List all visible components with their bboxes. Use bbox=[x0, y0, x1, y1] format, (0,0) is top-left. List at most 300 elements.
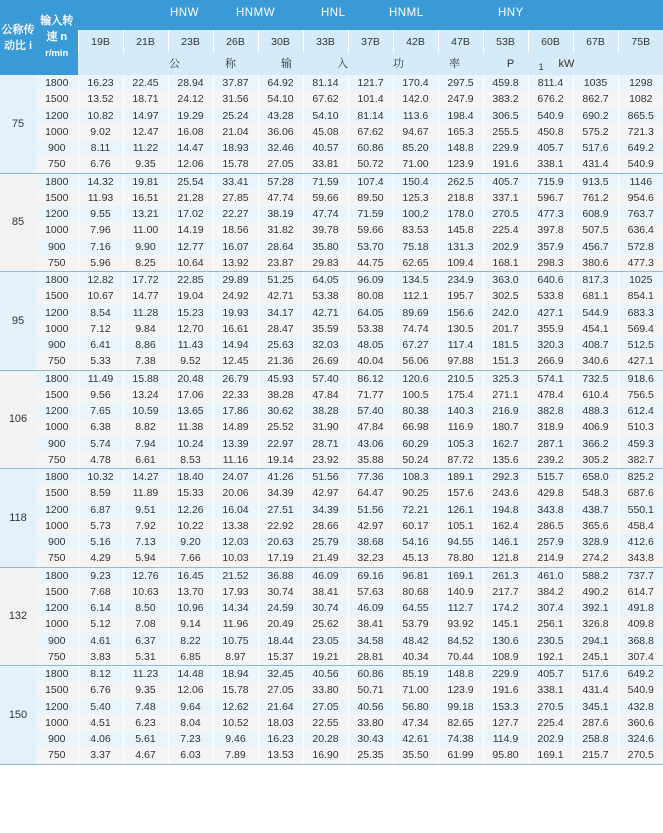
power-value-cell: 80.38 bbox=[393, 403, 438, 419]
speed-cell: 1200 bbox=[36, 108, 78, 124]
power-value-cell: 4.61 bbox=[78, 633, 123, 649]
power-value-cell: 151.3 bbox=[483, 353, 528, 370]
power-value-cell: 8.25 bbox=[123, 255, 168, 272]
power-value-cell: 7.08 bbox=[123, 616, 168, 632]
power-value-cell: 14.97 bbox=[123, 108, 168, 124]
power-value-cell: 454.1 bbox=[573, 321, 618, 337]
power-value-cell: 34.39 bbox=[258, 485, 303, 501]
power-value-cell: 21.52 bbox=[213, 567, 258, 584]
power-value-cell: 202.9 bbox=[528, 731, 573, 747]
speed-cell: 1000 bbox=[36, 321, 78, 337]
power-value-cell: 225.4 bbox=[528, 715, 573, 731]
power-value-cell: 8.54 bbox=[78, 305, 123, 321]
power-value-cell: 10.22 bbox=[168, 518, 213, 534]
table-row bbox=[0, 75, 663, 91]
ratio-label: 公称传动比 i bbox=[1, 23, 35, 52]
power-value-cell: 540.9 bbox=[528, 108, 573, 124]
table-row bbox=[0, 305, 663, 321]
power-value-cell: 15.78 bbox=[213, 156, 258, 173]
power-value-cell: 507.5 bbox=[573, 222, 618, 238]
power-value-cell: 64.05 bbox=[348, 305, 393, 321]
power-value-cell: 174.2 bbox=[483, 600, 528, 616]
power-value-cell: 191.6 bbox=[483, 156, 528, 173]
power-value-cell: 64.55 bbox=[393, 600, 438, 616]
power-value-cell: 22.55 bbox=[303, 715, 348, 731]
speed-cell: 1500 bbox=[36, 584, 78, 600]
power-value-cell: 175.4 bbox=[438, 387, 483, 403]
power-value-cell: 230.5 bbox=[528, 633, 573, 649]
table-row bbox=[0, 403, 663, 419]
power-value-cell: 72.21 bbox=[393, 502, 438, 518]
power-value-cell: 261.3 bbox=[483, 567, 528, 584]
power-value-cell: 683.3 bbox=[618, 305, 663, 321]
power-value-cell: 22.97 bbox=[258, 436, 303, 452]
power-value-cell: 681.1 bbox=[573, 288, 618, 304]
power-value-cell: 27.05 bbox=[258, 156, 303, 173]
power-value-cell: 24.07 bbox=[213, 469, 258, 486]
power-value-cell: 817.3 bbox=[573, 272, 618, 289]
power-value-cell: 357.9 bbox=[528, 239, 573, 255]
power-value-cell: 11.38 bbox=[168, 419, 213, 435]
power-value-cell: 10.59 bbox=[123, 403, 168, 419]
power-value-cell: 22.33 bbox=[213, 387, 258, 403]
size-code-cell: 47B bbox=[438, 30, 483, 53]
power-word: 称 bbox=[225, 58, 236, 71]
power-value-cell: 427.1 bbox=[528, 305, 573, 321]
table-row bbox=[0, 715, 663, 731]
power-word: 入 bbox=[337, 58, 348, 71]
table-body bbox=[0, 75, 663, 764]
power-value-cell: 6.23 bbox=[123, 715, 168, 731]
power-value-cell: 247.9 bbox=[438, 91, 483, 107]
table-row bbox=[0, 91, 663, 107]
power-value-cell: 47.34 bbox=[393, 715, 438, 731]
power-value-cell: 550.1 bbox=[618, 502, 663, 518]
power-value-cell: 5.73 bbox=[78, 518, 123, 534]
speed-cell: 1800 bbox=[36, 75, 78, 91]
power-value-cell: 70.44 bbox=[438, 649, 483, 666]
power-value-cell: 40.34 bbox=[393, 649, 438, 666]
power-value-cell: 30.74 bbox=[258, 584, 303, 600]
ratio-cell: 95 bbox=[0, 272, 36, 371]
power-value-cell: 33.81 bbox=[303, 156, 348, 173]
power-unit: kW bbox=[558, 58, 575, 71]
power-value-cell: 9.35 bbox=[123, 682, 168, 698]
power-value-cell: 169.1 bbox=[438, 567, 483, 584]
power-value-cell: 35.50 bbox=[393, 747, 438, 764]
power-value-cell: 338.1 bbox=[528, 682, 573, 698]
power-value-cell: 392.1 bbox=[573, 600, 618, 616]
power-value-cell: 383.2 bbox=[483, 91, 528, 107]
product-family-header bbox=[78, 0, 663, 30]
power-value-cell: 47.74 bbox=[258, 190, 303, 206]
power-value-cell: 459.8 bbox=[483, 75, 528, 91]
speed-cell: 1800 bbox=[36, 666, 78, 683]
power-value-cell: 298.3 bbox=[528, 255, 573, 272]
power-value-cell: 255.5 bbox=[483, 124, 528, 140]
power-value-cell: 1035 bbox=[573, 75, 618, 91]
power-value-cell: 56.06 bbox=[393, 353, 438, 370]
power-value-cell: 125.3 bbox=[393, 190, 438, 206]
power-value-cell: 180.7 bbox=[483, 419, 528, 435]
power-value-cell: 169.1 bbox=[528, 747, 573, 764]
table-row bbox=[0, 239, 663, 255]
power-value-cell: 5.40 bbox=[78, 699, 123, 715]
power-value-cell: 30.74 bbox=[303, 600, 348, 616]
power-word: 率 bbox=[449, 58, 460, 71]
power-value-cell: 490.2 bbox=[573, 584, 618, 600]
power-value-cell: 123.9 bbox=[438, 682, 483, 698]
power-value-cell: 24.92 bbox=[213, 288, 258, 304]
power-value-cell: 14.27 bbox=[123, 469, 168, 486]
speed-unit: r/min bbox=[45, 48, 69, 59]
table-row bbox=[0, 190, 663, 206]
power-value-cell: 7.65 bbox=[78, 403, 123, 419]
ratio-cell: 150 bbox=[0, 666, 36, 765]
power-value-cell: 27.85 bbox=[213, 190, 258, 206]
power-value-cell: 40.56 bbox=[303, 666, 348, 683]
power-value-cell: 28.66 bbox=[303, 518, 348, 534]
power-value-cell: 35.59 bbox=[303, 321, 348, 337]
size-code-cell: 21B bbox=[123, 30, 168, 53]
speed-cell: 1800 bbox=[36, 173, 78, 190]
power-value-cell: 7.94 bbox=[123, 436, 168, 452]
power-value-cell: 865.5 bbox=[618, 108, 663, 124]
power-value-cell: 112.7 bbox=[438, 600, 483, 616]
power-value-cell: 1146 bbox=[618, 173, 663, 190]
size-code-cell: 60B bbox=[528, 30, 573, 53]
power-value-cell: 737.7 bbox=[618, 567, 663, 584]
family-hnl: HNL bbox=[321, 7, 346, 19]
power-value-cell: 270.5 bbox=[528, 699, 573, 715]
power-value-cell: 540.9 bbox=[618, 682, 663, 698]
power-value-cell: 8.53 bbox=[168, 452, 213, 469]
power-value-cell: 270.5 bbox=[483, 206, 528, 222]
power-symbol bbox=[483, 58, 544, 73]
power-value-cell: 135.6 bbox=[483, 452, 528, 469]
power-value-cell: 69.16 bbox=[348, 567, 393, 584]
power-value-cell: 6.76 bbox=[78, 156, 123, 173]
size-code-cell: 30B bbox=[258, 30, 303, 53]
power-value-cell: 544.9 bbox=[573, 305, 618, 321]
power-value-cell: 1025 bbox=[618, 272, 663, 289]
power-value-cell: 8.50 bbox=[123, 600, 168, 616]
power-value-cell: 382.7 bbox=[618, 452, 663, 469]
power-value-cell: 59.66 bbox=[348, 222, 393, 238]
power-value-cell: 572.8 bbox=[618, 239, 663, 255]
power-value-cell: 262.5 bbox=[438, 173, 483, 190]
power-value-cell: 53.38 bbox=[348, 321, 393, 337]
ratio-cell: 75 bbox=[0, 75, 36, 173]
power-value-cell: 54.10 bbox=[258, 91, 303, 107]
power-value-cell: 24.59 bbox=[258, 600, 303, 616]
power-value-cell: 32.23 bbox=[348, 550, 393, 567]
size-code-cell: 19B bbox=[78, 30, 123, 53]
power-value-cell: 9.90 bbox=[123, 239, 168, 255]
power-value-cell: 15.37 bbox=[258, 649, 303, 666]
power-value-cell: 458.4 bbox=[618, 518, 663, 534]
power-value-cell: 18.94 bbox=[213, 666, 258, 683]
power-value-cell: 612.4 bbox=[618, 403, 663, 419]
power-value-cell: 427.1 bbox=[618, 353, 663, 370]
power-value-cell: 4.06 bbox=[78, 731, 123, 747]
size-code-cell: 26B bbox=[213, 30, 258, 53]
power-value-cell: 5.12 bbox=[78, 616, 123, 632]
power-value-cell: 11.49 bbox=[78, 370, 123, 387]
power-value-cell: 854.1 bbox=[618, 288, 663, 304]
power-value-cell: 94.55 bbox=[438, 534, 483, 550]
power-value-cell: 48.05 bbox=[348, 337, 393, 353]
power-value-cell: 13.52 bbox=[78, 91, 123, 107]
power-value-cell: 5.33 bbox=[78, 353, 123, 370]
power-value-cell: 216.9 bbox=[483, 403, 528, 419]
power-value-cell: 18.44 bbox=[258, 633, 303, 649]
table-row bbox=[0, 584, 663, 600]
power-value-cell: 14.48 bbox=[168, 666, 213, 683]
power-value-cell: 297.5 bbox=[438, 75, 483, 91]
power-value-cell: 22.45 bbox=[123, 75, 168, 91]
power-value-cell: 217.7 bbox=[483, 584, 528, 600]
power-value-cell: 22.27 bbox=[213, 206, 258, 222]
power-value-cell: 5.61 bbox=[123, 731, 168, 747]
power-value-cell: 13.92 bbox=[213, 255, 258, 272]
power-symbol-letter: P bbox=[506, 58, 515, 71]
power-value-cell: 9.02 bbox=[78, 124, 123, 140]
power-value-cell: 17.06 bbox=[168, 387, 213, 403]
power-value-cell: 42.97 bbox=[303, 485, 348, 501]
power-value-cell: 20.06 bbox=[213, 485, 258, 501]
speed-cell: 900 bbox=[36, 436, 78, 452]
speed-cell: 1200 bbox=[36, 403, 78, 419]
power-value-cell: 1298 bbox=[618, 75, 663, 91]
power-value-cell: 108.9 bbox=[483, 649, 528, 666]
power-value-cell: 14.34 bbox=[213, 600, 258, 616]
power-value-cell: 112.1 bbox=[393, 288, 438, 304]
power-value-cell: 12.76 bbox=[123, 567, 168, 584]
power-value-cell: 195.7 bbox=[438, 288, 483, 304]
power-value-cell: 12.06 bbox=[168, 682, 213, 698]
power-value-cell: 168.1 bbox=[483, 255, 528, 272]
power-value-cell: 4.67 bbox=[123, 747, 168, 764]
power-value-cell: 488.3 bbox=[573, 403, 618, 419]
power-value-cell: 15.33 bbox=[168, 485, 213, 501]
power-value-cell: 46.09 bbox=[303, 567, 348, 584]
size-code-cell: 67B bbox=[573, 30, 618, 53]
power-value-cell: 25.79 bbox=[303, 534, 348, 550]
speed-cell: 1000 bbox=[36, 715, 78, 731]
power-value-cell: 286.5 bbox=[528, 518, 573, 534]
power-value-cell: 64.92 bbox=[258, 75, 303, 91]
power-value-cell: 438.7 bbox=[573, 502, 618, 518]
power-value-cell: 13.39 bbox=[213, 436, 258, 452]
power-value-cell: 28.94 bbox=[168, 75, 213, 91]
power-value-cell: 25.24 bbox=[213, 108, 258, 124]
power-value-cell: 142.0 bbox=[393, 91, 438, 107]
power-value-cell: 36.88 bbox=[258, 567, 303, 584]
power-value-cell: 28.47 bbox=[258, 321, 303, 337]
power-value-cell: 83.53 bbox=[393, 222, 438, 238]
power-value-cell: 14.19 bbox=[168, 222, 213, 238]
speed-cell: 900 bbox=[36, 633, 78, 649]
power-value-cell: 178.0 bbox=[438, 206, 483, 222]
speed-cell: 1000 bbox=[36, 518, 78, 534]
power-value-cell: 6.76 bbox=[78, 682, 123, 698]
power-value-cell: 365.6 bbox=[573, 518, 618, 534]
power-value-cell: 43.28 bbox=[258, 108, 303, 124]
power-value-cell: 21.64 bbox=[258, 699, 303, 715]
power-value-cell: 34.39 bbox=[303, 502, 348, 518]
ratio-cell: 106 bbox=[0, 370, 36, 469]
power-value-cell: 954.6 bbox=[618, 190, 663, 206]
size-code-cell: 23B bbox=[168, 30, 213, 53]
power-value-cell: 242.0 bbox=[483, 305, 528, 321]
power-value-cell: 148.8 bbox=[438, 666, 483, 683]
power-value-cell: 305.2 bbox=[573, 452, 618, 469]
power-value-cell: 337.1 bbox=[483, 190, 528, 206]
power-value-cell: 3.37 bbox=[78, 747, 123, 764]
power-value-cell: 12.70 bbox=[168, 321, 213, 337]
power-value-cell: 14.77 bbox=[123, 288, 168, 304]
power-value-cell: 127.7 bbox=[483, 715, 528, 731]
power-value-cell: 409.8 bbox=[618, 616, 663, 632]
table-row bbox=[0, 616, 663, 632]
power-value-cell: 146.1 bbox=[483, 534, 528, 550]
power-value-cell: 47.84 bbox=[303, 387, 348, 403]
power-value-cell: 145.8 bbox=[438, 222, 483, 238]
power-value-cell: 5.94 bbox=[123, 550, 168, 567]
table-row bbox=[0, 747, 663, 764]
power-value-cell: 89.50 bbox=[348, 190, 393, 206]
power-value-cell: 11.00 bbox=[123, 222, 168, 238]
power-value-cell: 45.13 bbox=[393, 550, 438, 567]
power-value-cell: 25.62 bbox=[303, 616, 348, 632]
power-value-cell: 9.84 bbox=[123, 321, 168, 337]
power-value-cell: 33.41 bbox=[213, 173, 258, 190]
power-value-cell: 16.23 bbox=[258, 731, 303, 747]
power-value-cell: 57.63 bbox=[348, 584, 393, 600]
power-value-cell: 477.3 bbox=[528, 206, 573, 222]
power-value-cell: 18.93 bbox=[213, 140, 258, 156]
power-value-cell: 46.09 bbox=[348, 600, 393, 616]
ratio-cell: 118 bbox=[0, 469, 36, 568]
power-value-cell: 690.2 bbox=[573, 108, 618, 124]
power-value-cell: 5.31 bbox=[123, 649, 168, 666]
power-value-cell: 17.86 bbox=[213, 403, 258, 419]
table-row bbox=[0, 699, 663, 715]
power-value-cell: 491.8 bbox=[618, 600, 663, 616]
power-value-cell: 17.19 bbox=[258, 550, 303, 567]
power-value-cell: 38.28 bbox=[303, 403, 348, 419]
table-row bbox=[0, 419, 663, 435]
power-value-cell: 732.5 bbox=[573, 370, 618, 387]
speed-cell: 750 bbox=[36, 353, 78, 370]
power-value-cell: 28.81 bbox=[348, 649, 393, 666]
speed-cell: 1500 bbox=[36, 288, 78, 304]
power-value-cell: 3.83 bbox=[78, 649, 123, 666]
power-value-cell: 53.70 bbox=[348, 239, 393, 255]
power-value-cell: 59.66 bbox=[303, 190, 348, 206]
power-value-cell: 50.24 bbox=[393, 452, 438, 469]
power-value-cell: 432.8 bbox=[618, 699, 663, 715]
power-value-cell: 450.8 bbox=[528, 124, 573, 140]
power-value-cell: 8.04 bbox=[168, 715, 213, 731]
power-value-cell: 43.06 bbox=[348, 436, 393, 452]
power-value-cell: 13.24 bbox=[123, 387, 168, 403]
power-value-cell: 12.77 bbox=[168, 239, 213, 255]
speed-cell: 1500 bbox=[36, 190, 78, 206]
power-value-cell: 20.49 bbox=[258, 616, 303, 632]
table-row bbox=[0, 288, 663, 304]
power-value-cell: 95.80 bbox=[483, 747, 528, 764]
power-value-cell: 533.8 bbox=[528, 288, 573, 304]
power-value-cell: 94.67 bbox=[393, 124, 438, 140]
power-value-cell: 355.9 bbox=[528, 321, 573, 337]
power-value-cell: 306.5 bbox=[483, 108, 528, 124]
power-value-cell: 31.90 bbox=[303, 419, 348, 435]
power-value-cell: 17.72 bbox=[123, 272, 168, 289]
power-value-cell: 12.06 bbox=[168, 156, 213, 173]
power-value-cell: 42.71 bbox=[303, 305, 348, 321]
power-value-cell: 57.40 bbox=[348, 403, 393, 419]
power-value-cell: 42.71 bbox=[258, 288, 303, 304]
power-value-cell: 81.14 bbox=[303, 75, 348, 91]
power-value-cell: 18.03 bbox=[258, 715, 303, 731]
family-hnmw: HNMW bbox=[236, 7, 276, 19]
table-row bbox=[0, 469, 663, 486]
power-value-cell: 25.35 bbox=[348, 747, 393, 764]
speed-cell: 750 bbox=[36, 747, 78, 764]
power-word: 功 bbox=[393, 58, 404, 71]
power-value-cell: 328.9 bbox=[573, 534, 618, 550]
power-value-cell: 12.82 bbox=[78, 272, 123, 289]
power-value-cell: 16.04 bbox=[213, 502, 258, 518]
power-value-cell: 45.93 bbox=[258, 370, 303, 387]
power-value-cell: 81.14 bbox=[348, 108, 393, 124]
power-value-cell: 307.4 bbox=[618, 649, 663, 666]
power-value-cell: 19.81 bbox=[123, 173, 168, 190]
power-value-cell: 86.12 bbox=[348, 370, 393, 387]
power-value-cell: 36.06 bbox=[258, 124, 303, 140]
power-value-cell: 194.8 bbox=[483, 502, 528, 518]
power-value-cell: 130.6 bbox=[483, 633, 528, 649]
power-value-cell: 9.23 bbox=[78, 567, 123, 584]
power-value-cell: 16.45 bbox=[168, 567, 213, 584]
power-value-cell: 40.04 bbox=[348, 353, 393, 370]
power-value-cell: 9.55 bbox=[78, 206, 123, 222]
power-value-cell: 12.62 bbox=[213, 699, 258, 715]
power-value-cell: 62.65 bbox=[393, 255, 438, 272]
power-value-cell: 19.14 bbox=[258, 452, 303, 469]
power-value-cell: 4.29 bbox=[78, 550, 123, 567]
power-value-cell: 918.6 bbox=[618, 370, 663, 387]
power-value-cell: 8.12 bbox=[78, 666, 123, 683]
power-value-cell: 4.78 bbox=[78, 452, 123, 469]
speed-cell: 750 bbox=[36, 156, 78, 173]
power-value-cell: 294.1 bbox=[573, 633, 618, 649]
table-row bbox=[0, 518, 663, 534]
power-value-cell: 343.8 bbox=[618, 550, 663, 567]
power-value-cell: 225.4 bbox=[483, 222, 528, 238]
power-value-cell: 71.59 bbox=[348, 206, 393, 222]
power-value-cell: 26.69 bbox=[303, 353, 348, 370]
power-value-cell: 67.62 bbox=[348, 124, 393, 140]
power-value-cell: 10.52 bbox=[213, 715, 258, 731]
table-row bbox=[0, 452, 663, 469]
table-row bbox=[0, 337, 663, 353]
power-value-cell: 100.2 bbox=[393, 206, 438, 222]
power-value-cell: 687.6 bbox=[618, 485, 663, 501]
speed-cell: 1200 bbox=[36, 502, 78, 518]
